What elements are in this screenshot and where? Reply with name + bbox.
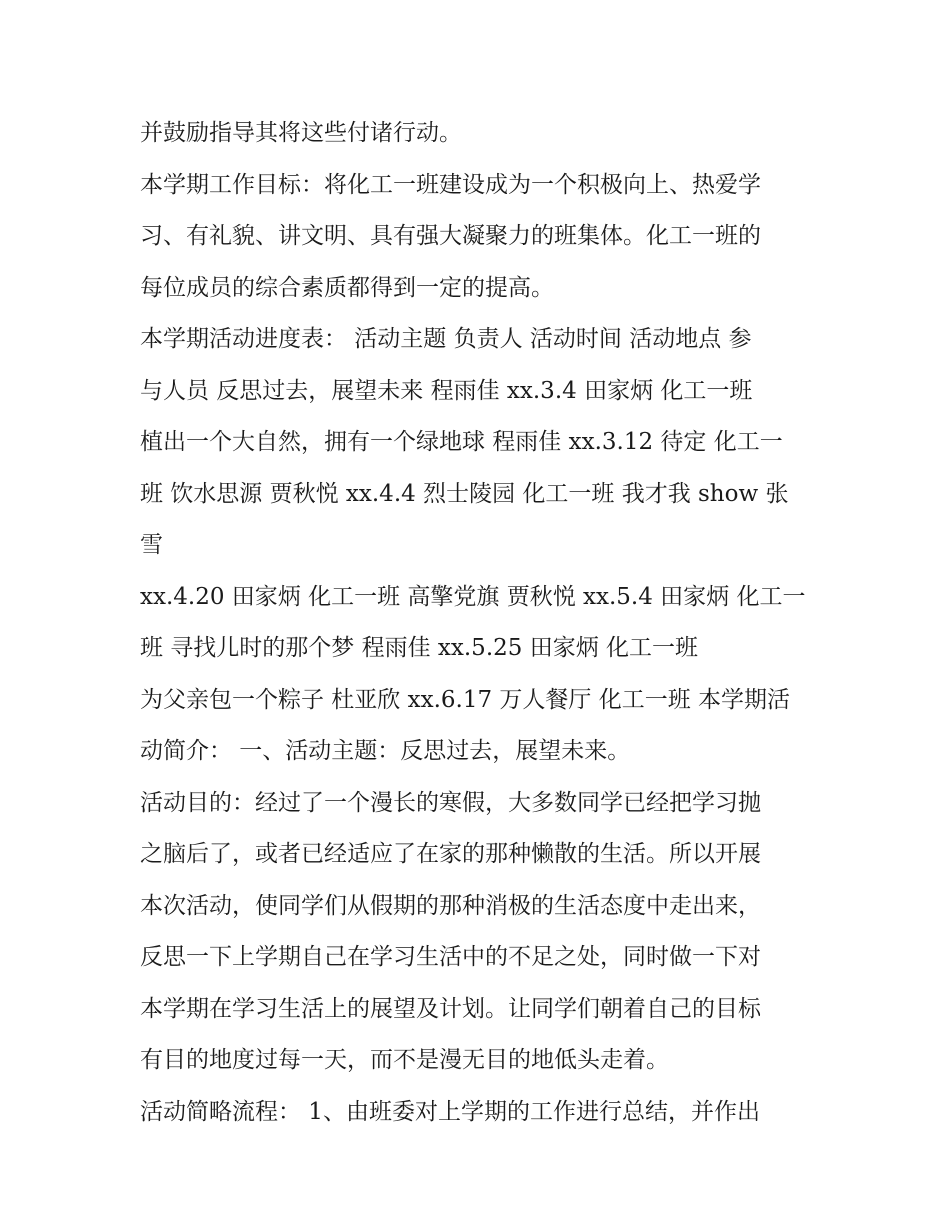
text-line: 每位成员的综合素质都得到一定的提高。 bbox=[140, 274, 554, 301]
text-line: 活动简略流程： 1、由班委对上学期的工作进行总结，并作出 bbox=[140, 1098, 760, 1125]
text-line: 有目的地度过每一天，而不是漫无目的地低头走着。 bbox=[140, 1047, 669, 1073]
text-line: 并鼓励指导其将这些付诸行动。 bbox=[140, 120, 462, 146]
document-body bbox=[140, 108, 820, 1138]
text-line: 本学期工作目标：将化工一班建设成为一个积极向上、热爱学 bbox=[140, 171, 761, 198]
text-line: 反思一下上学期自己在学习生活中的不足之处，同时做一下对 bbox=[140, 944, 761, 970]
text-line: 本学期在学习生活上的展望及计划。让同学们朝着自己的目标 bbox=[140, 995, 761, 1022]
text-line: 动简介： 一、活动主题：反思过去，展望未来。 bbox=[140, 738, 631, 764]
text-line: 植出一个大自然，拥有一个绿地球 程雨佳 xx.3.12 待定 化工一 bbox=[140, 429, 783, 455]
text-line: xx.4.20 田家炳 化工一班 高擎党旗 贾秋悦 xx.5.4 田家炳 化工一 bbox=[140, 583, 806, 610]
text-line: 班 寻找儿时的那个梦 程雨佳 xx.5.25 田家炳 化工一班 bbox=[140, 635, 699, 661]
text-line: 活动目的：经过了一个漫长的寒假，大多数同学已经把学习抛 bbox=[140, 789, 761, 816]
text-line: 本学期活动进度表： 活动主题 负责人 活动时间 活动地点 参 bbox=[140, 326, 752, 352]
text-line: 之脑后了，或者已经适应了在家的那种懒散的生活。所以开展 bbox=[140, 841, 761, 867]
text-line: 本次活动，使同学们从假期的那种消极的生活态度中走出来， bbox=[140, 892, 761, 919]
text-line: 与人员 反思过去，展望未来 程雨佳 xx.3.4 田家炳 化工一班 bbox=[140, 377, 753, 404]
text-line: 为父亲包一个粽子 杜亚欣 xx.6.17 万人餐厅 化工一班 本学期活 bbox=[140, 686, 791, 713]
text-line: 雪 bbox=[140, 532, 163, 558]
text-line: 班 饮水思源 贾秋悦 xx.4.4 烈士陵园 化工一班 我才我 show 张 bbox=[140, 480, 789, 507]
text-line: 习、有礼貌、讲文明、具有强大凝聚力的班集体。化工一班的 bbox=[140, 223, 761, 249]
